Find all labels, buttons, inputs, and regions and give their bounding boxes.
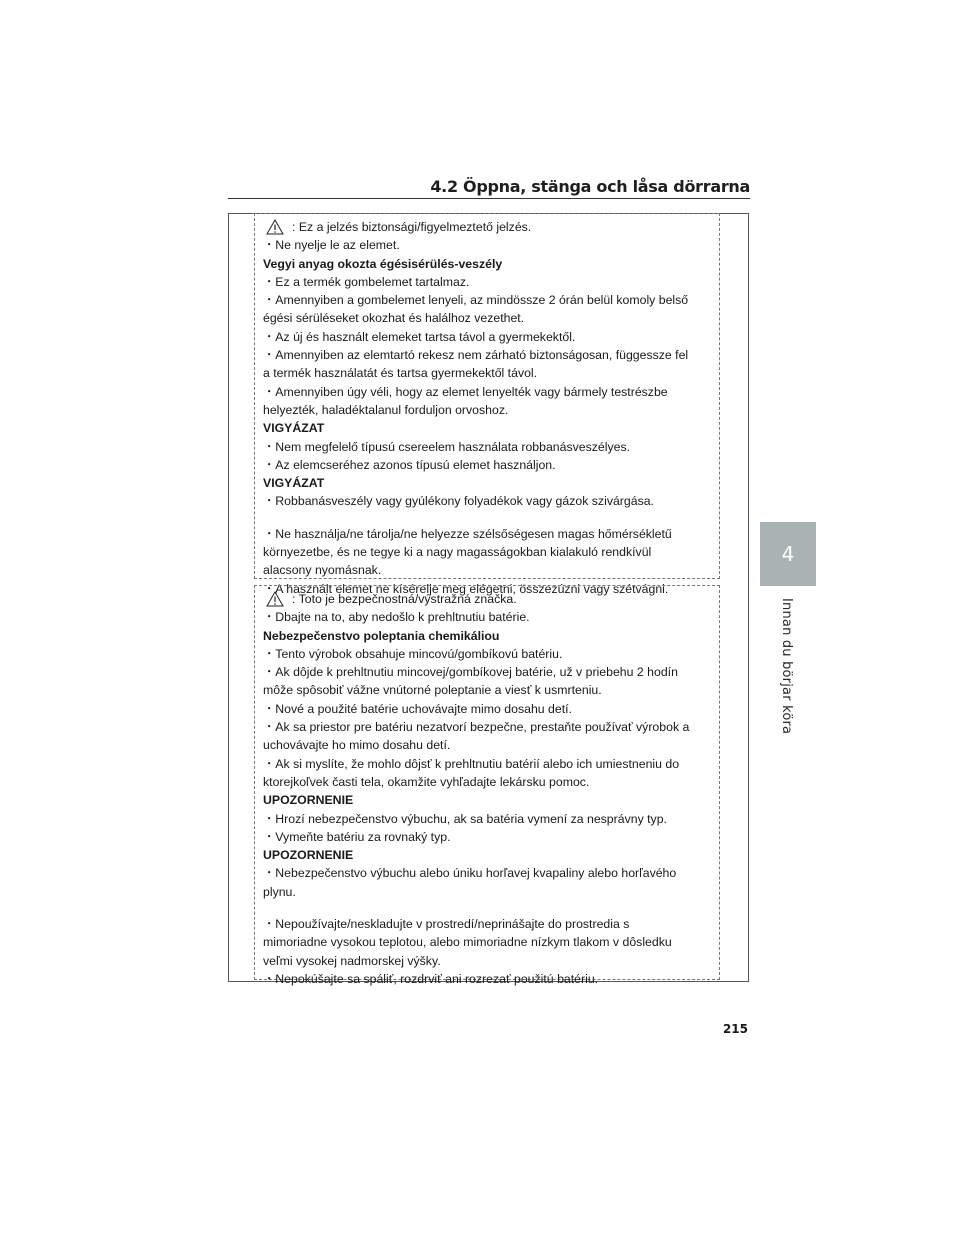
- heading-line: VIGYÁZAT: [263, 421, 325, 436]
- text-line: égési sérüléseket okozhat és halálhoz vezethet.: [263, 311, 525, 326]
- text-line: mimoriadne vysokou teplotou, alebo mimoriadne nízkym tlakom v dôsledku: [263, 935, 672, 950]
- text-line: ・Nebezpečenstvo výbuchu alebo úniku horľavej kvapaliny alebo horľavého: [263, 866, 677, 881]
- text-line: môže spôsobiť vážne vnútorné poleptanie a viesť k usmrteniu.: [263, 683, 602, 698]
- spacer: [263, 511, 719, 525]
- warning-symbol-text: : Ez a jelzés biztonsági/figyelmeztető jelzés.: [292, 220, 532, 234]
- text-line: alacsony nyomásnak.: [263, 563, 382, 578]
- text-line: ktorejkoľvek časti tela, okamžite vyhľadajte lekársku pomoc.: [263, 774, 590, 789]
- text-line: uchovávajte ho mimo dosahu detí.: [263, 738, 451, 753]
- warning-symbol-line: [263, 590, 719, 608]
- text-line: a termék használatát és tartsa gyermekektől távol.: [263, 366, 538, 381]
- text-line: ・Ak si myslíte, že mohlo dôjsť k prehltnutiu batérií alebo ich umiestneniu do: [263, 756, 680, 771]
- page-number: 215: [722, 1022, 748, 1036]
- section-title: 4.2 Öppna, stänga och låsa dörrarna: [430, 177, 750, 196]
- heading-line: VIGYÁZAT: [263, 476, 325, 491]
- chapter-label: Innan du börjar köra: [779, 598, 794, 735]
- text-line: ・Ne használja/ne tárolja/ne helyezze szélsőségesen magas hőmérsékletű: [263, 526, 672, 541]
- text-line: ・Robbanásveszély vagy gyúlékony folyadékok vagy gázok szivárgása.: [263, 494, 654, 509]
- text-line: ・Ez a termék gombelemet tartalmaz.: [263, 274, 470, 289]
- text-line: plynu.: [263, 884, 296, 899]
- text-line: ・Amennyiben a gombelemet lenyeli, az mindössze 2 órán belül komoly belső: [263, 293, 689, 308]
- text-line: helyezték, haladéktalanul forduljon orvoshoz.: [263, 402, 509, 417]
- text-line: ・Amennyiben úgy véli, hogy az elemet lenyelték vagy bármely testrészbe: [263, 384, 668, 399]
- warning-triangle-icon: [266, 219, 284, 235]
- warning-symbol-text: : Toto je bezpečnostná/výstražná značka.: [292, 592, 517, 606]
- heading-line: Vegyi anyag okozta égésisérülés-veszély: [263, 256, 503, 271]
- text-line: ・Nepoužívajte/neskladujte v prostredí/neprinášajte do prostredia s: [263, 917, 630, 932]
- header-divider: [228, 198, 750, 199]
- text-line: ・Tento výrobok obsahuje mincovú/gombíkovú batériu.: [263, 646, 563, 661]
- text-line: ・Nem megfelelő típusú csereelem használata robbanásveszélyes.: [263, 439, 631, 454]
- text-line: ・Ak sa priestor pre batériu nezatvorí bezpečne, prestaňte používať výrobok a: [263, 720, 690, 735]
- chapter-tab: [760, 522, 816, 586]
- heading-line: Nebezpečenstvo poleptania chemikáliou: [263, 628, 500, 643]
- chapter-number: 4: [781, 542, 795, 566]
- heading-line: UPOZORNENIE: [263, 793, 354, 808]
- text-line: ・Vymeňte batériu za rovnaký typ.: [263, 829, 451, 844]
- text-line: ・Dbajte na to, aby nedošlo k prehltnutiu batérie.: [263, 610, 530, 625]
- text-line: ・Nepokúšajte sa spáliť, rozdrviť ani rozrezať použitú batériu.: [263, 971, 599, 986]
- text-line: ・Ak dôjde k prehltnutiu mincovej/gombíkovej batérie, už v priebehu 2 hodín: [263, 665, 678, 680]
- text-line: ・Nové a použité batérie uchovávajte mimo dosahu detí.: [263, 701, 572, 716]
- text-line: ・Az elemcseréhez azonos típusú elemet használjon.: [263, 457, 556, 472]
- text-line: ・Ne nyelje le az elemet.: [263, 238, 400, 253]
- hungarian-warning-panel: [254, 213, 720, 596]
- text-line: ・Hrozí nebezpečenstvo výbuchu, ak sa batéria vymení za nesprávny typ.: [263, 811, 667, 826]
- heading-line: UPOZORNENIE: [263, 848, 354, 863]
- slovak-warning-panel: [254, 585, 720, 986]
- text-line: ・Amennyiben az elemtartó rekesz nem zárható biztonságosan, függessze fel: [263, 348, 689, 363]
- warning-triangle-icon: [266, 591, 284, 607]
- spacer: [263, 901, 719, 915]
- text-line: környezetbe, és ne tegye ki a nagy magasságokban kialakuló rendkívül: [263, 545, 652, 560]
- text-line: ・A használt elemet ne kísérelje meg elégetni, összezúzni vagy szétvágni.: [263, 581, 669, 596]
- text-line: ・Az új és használt elemeket tartsa távol a gyermekektől.: [263, 329, 576, 344]
- warning-symbol-line: [263, 218, 719, 236]
- text-line: veľmi vysokej nadmorskej výšky.: [263, 953, 441, 968]
